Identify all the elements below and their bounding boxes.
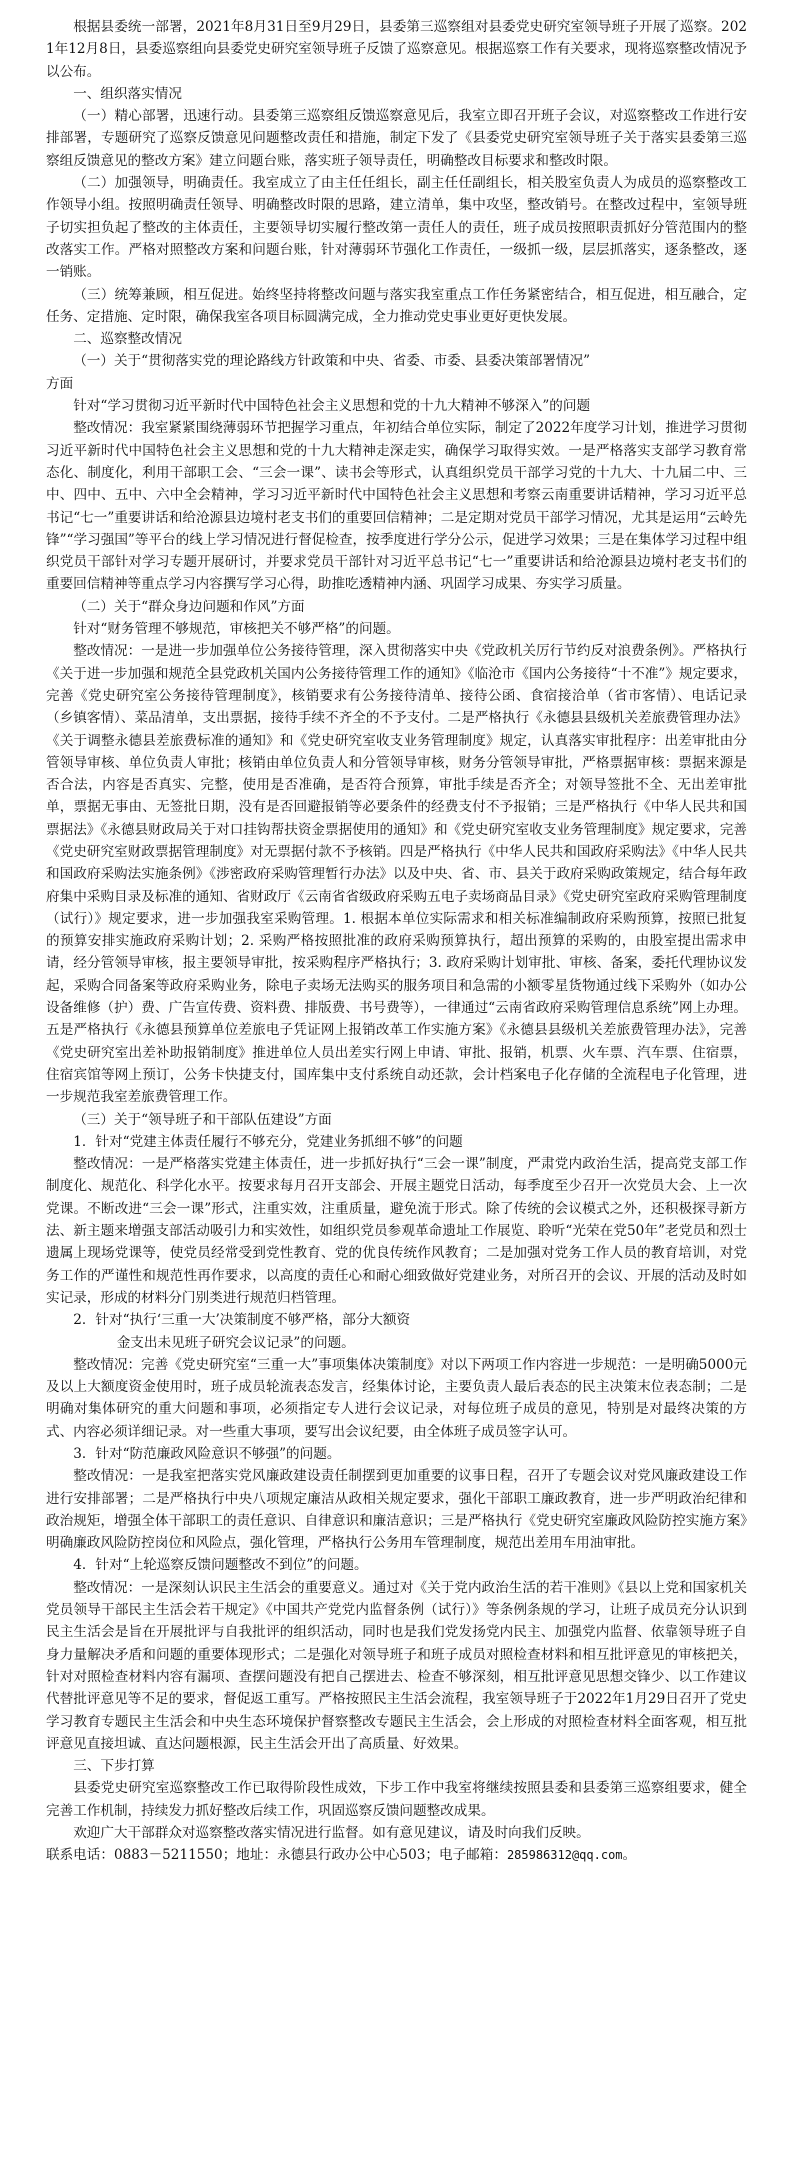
subsection-title: 2．针对“执行‘三重一大’决策制度不够严格，部分大额资: [73, 1312, 411, 1329]
section-heading: 三、下步打算: [73, 1758, 155, 1775]
body-paragraph: 欢迎广大干部群众对巡察整改落实情况进行监督。如有意见建议，请及时向我们反映。: [73, 1825, 590, 1842]
body-paragraph: （二）加强领导，明确责任。我室成立了由主任任组长，副主任任副组长，相关股室负责人为成员的巡察整改工作领导小组。按照明确责任领导、明确整改时限的思路，建立清单，集中攻坚，整改销号。在整改过程中，室领导班子切实担负起了整改的主体责任，主要领导切实履行整改第一责任人的责任，班子成员按照职责抓好分管范围内的整改落实工作。严格对照整改方案和问题台账，针对薄弱环节强化工作责任，一级抓一级，层层抓落实，逐条整改，逐一销账。: [46, 175, 747, 281]
contact-info: [46, 1844, 747, 1866]
subsection-title: 4．针对“上轮巡察反馈问题整改不到位”的问题。: [73, 1557, 368, 1574]
body-paragraph: 根据县委统一部署，2021年8月31日至9月29日，县委第三巡察组对县委党史研究室领导班子开展了巡察。2021年12月8日，县委巡察组向县委党史研究室领导班子反馈了巡察意见。根据巡察工作有关要求，现将巡察整改情况予以公布。: [46, 19, 747, 80]
section-heading: 二、巡察整改情况: [73, 331, 182, 348]
subsection-title: 方面: [46, 375, 74, 392]
subsection-title: 针对“财务管理不够规范，审核把关不够严格”的问题。: [73, 621, 400, 638]
subsection-title: 3．针对“防范廉政风险意识不够强”的问题。: [73, 1446, 341, 1462]
body-paragraph: 整改情况：完善《党史研究室“三重一大”事项集体决策制度》对以下两项工作内容进一步规范：一是明确5000元及以上大额度资金使用时，班子成员轮流表态发言，经集体讨论，主要负责人最后表态的民主决策末位表态制；二是明确对集体研究的重大问题和事项，必须指定专人进行会议记录，对每位班子成员的意见，特别是对最终决策的方式、内容必须详细记录。对一些重大事项，要写出会议纪要，由全体班子成员签字认可。: [46, 1356, 747, 1440]
body-paragraph: 整改情况：一是深刻认识民主生活会的重要意义。通过对《关于党内政治生活的若干准则》《县以上党和国家机关党员领导干部民主生活会若干规定》《中国共产党党内监督条例（试行）》等条例条规的学习，让班子成员充分认识到民主生活会是旨在开展批评与自我批评的组织活动，同时也是我们党发扬党内民主、加强党内监督、依靠领导班子自身力量解决矛盾和问题的重要体现形式；二是强化对领导班子和班子成员对照检查材料和相互批评意见的审核把关，针对对照检查材料内容有漏项、查摆问题没有把自己摆进去、检查不够深刻，相互批评意见思想交锋少、以工作建议代替批评意见等不足的要求，督促返工重写。严格按照民主生活会流程，我室领导班子于2022年1月29日召开了党史学习教育专题民主生活会和中央生态环境保护督察整改专题民主生活会，会上形成的对照检查材料全面客观，相互批评意见直接坦诚、直达问题根源，民主生活会开出了高质量、好效果。: [46, 1579, 747, 1752]
body-paragraph: （三）统筹兼顾，相互促进。始终坚持将整改问题与落实我室重点工作任务紧密结合，相互促进，相互融合，定任务、定措施、定时限，确保我室各项目标圆满完成，全力推动党史事业更好更快发展。: [46, 286, 747, 325]
body-paragraph: 整改情况：我室紧紧围绕薄弱环节把握学习重点，年初结合单位实际，制定了2022年度学习计划，推进学习贯彻习近平新时代中国特色社会主义思想和党的十九大精神走深走实，确保学习取得实效。一是严格落实支部学习教育常态化、制度化，利用干部职工会、“三会一课”、读书会等形式，认真组织党员干部学习党的十九大、十九届二中、三中、四中、五中、六中全会精神，学习习近平新时代中国特色社会主义思想和考察云南重要讲话精神，学习习近平总书记“七一”重要讲话和给沧源县边境村老支书们的重要回信精神；二是定期对党员干部学习情况，尤其是运用“云岭先锋”“学习强国”等平台的线上学习情况进行督促检查，按季度进行学分公示，促进学习效果；三是在集体学习过程中组织党员干部针对学习专题开展研讨，并要求党员干部针对习近平总书记“七一”重要讲话和给沧源县边境村老支书们的重要回信精神等重点学习内容撰写学习心得，助推吃透精神内涵、巩固学习成果、夯实学习质量。: [46, 420, 747, 593]
subsection-title: 针对“学习贯彻习近平新时代中国特色社会主义思想和党的十九大精神不够深入”的问题: [73, 398, 591, 415]
document-body: [46, 16, 747, 1844]
body-paragraph: 整改情况：一是进一步加强单位公务接待管理，深入贯彻落实中央《党政机关厉行节约反对浪费条例》。严格执行《关于进一步加强和规范全县党政机关国内公务接待管理工作的通知》《临沧市《国内公务接待“十不准”》规定要求，完善《党史研究室公务接待管理制度》，核销要求有公务接待清单、接待公函、食宿接洽单（省市客情）、电话记录（乡镇客情）、菜品清单，支出票据，接待手续不齐全的不予支付。二是严格执行《永德县县级机关差旅费管理办法》《关于调整永德县差旅费标准的通知》和《党史研究室收支业务管理制度》规定，认真落实审批程序：出差审批由分管领导审核、单位负责人审批；核销由单位负责人和分管领导审核，财务分管领导审批，严格票据审核：票据来源是否合法，内容是否真实、完整，使用是否准确，是否符合预算，审批手续是否齐全；对领导签批不全、无出差审批单，票据无事由、无签批日期，没有是否回避报销等必要条件的经费支付不予报销；三是严格执行《中华人民共和国票据法》《永德县财政局关于对口挂钩帮扶资金票据使用的通知》和《党史研究室收支业务管理制度》规定要求，完善《党史研究室财政票据管理制度》对无票据付款不予核销。四是严格执行《中华人民共和国政府采购法》《中华人民共和国政府采购法实施条例》《涉密政府采购管理暂行办法》以及中央、省、市、县关于政府采购政策规定，结合每年政府集中采购目录及标准的通知、省财政厅《云南省省级政府采购五电子卖场商品目录》《党史研究室政府采购管理制度（试行）》规定要求，进一步加强我室采购管理。1. 根据本单位实际需求和相关标准编制政府采购预算，按照已批复的预算安排实施政府采购计划；2. 采购严格按照批准的政府采购预算执行，超出预算的采购的，由股室提出需求申请，经分管领导审核，报主要领导审批，按采购程序严格执行；3. 政府采购计划审批、审核、备案，委托代理协议发起，采购合同备案等政府采购业务，除电子卖场无法购买的服务项目和急需的小额零星货物通过线下采购外（如办公设备维修（护）费、广告宣传费、资料费、排版费、书号费等），一律通过“云南省政府采购管理信息系统”网上办理。五是严格执行《永德县预算单位差旅电子凭证网上报销改革工作实施方案》《永德县县级机关差旅费管理办法》，完善《党史研究室出差补助报销制度》推进单位人员出差实行网上申请、审批、报销，机票、火车票、汽车票、住宿票，住宿宾馆等网上预订，公务卡快捷支付，国库集中支付系统自动还款，会计档案电子化存储的全流程电子化管理，进一步规范我室差旅费管理工作。: [46, 643, 747, 1106]
body-paragraph: 整改情况：一是严格落实党建主体责任，进一步抓好执行“三会一课”制度，严肃党内政治生活，提高党支部工作制度化、规范化、科学化水平。按要求每月召开支部会、开展主题党日活动，每季度至少召开一次党员大会、上一次党课。不断改进“三会一课”形式，注重实效，注重质量，避免流于形式。除了传统的会议模式之外，还积极探寻新方法、新主题来增强支部活动吸引力和实效性，如组织党员参观革命遗址工作展览、聆听“光荣在党50年”老党员和烈士遗属上现场党课等，使党员经常受到党性教育、党的优良传统作风教育；二是加强对党务工作人员的教育培训，对党务工作的严谨性和规范性再作要求，以高度的责任心和耐心细致做好党建业务，对所召开的会议、开展的活动及时如实记录，形成的材料分门别类进行规范归档管理。: [46, 1156, 747, 1306]
contact-suffix: 。: [622, 1847, 637, 1864]
subsection-title: （一）关于“贯彻落实党的理论路线方针政策和中央、省委、市委、县委决策部署情况”: [73, 353, 591, 370]
subsection-title: （三）关于“领导班子和干部队伍建设”方面: [73, 1111, 332, 1128]
subsection-title: （二）关于“群众身边问题和作风”方面: [73, 598, 305, 615]
body-paragraph: 县委党史研究室巡察整改工作已取得阶段性成效，下步工作中我室将继续按照县委和县委第三巡察组要求，健全完善工作机制，持续发力抓好整改后续工作，巩固巡察反馈问题整改成果。: [46, 1780, 747, 1819]
subsection-title: 1．针对“党建主体责任履行不够充分，党建业务抓细不够”的问题: [73, 1133, 463, 1150]
body-paragraph: 整改情况：一是我室把落实党风廉政建设责任制摆到更加重要的议事日程，召开了专题会议对党风廉政建设工作进行安排部署；二是严格执行中央八项规定廉洁从政相关规定要求，强化干部职工廉政教育，进一步严明政治纪律和政治规矩，增强全体干部职工的责任意识、自律意识和廉洁意识；三是严格执行《党史研究室廉政风险防控实施方案》明确廉政风险防控岗位和风险点，强化管理，严格执行公务用车管理制度，规范出差用车用油审批。: [46, 1468, 747, 1552]
subsection-title: 金支出未见班子研究会议记录”的问题。: [116, 1334, 355, 1351]
body-paragraph: （一）精心部署，迅速行动。县委第三巡察组反馈巡察意见后，我室立即召开班子会议，对巡察整改工作进行安排部署，专题研究了巡察反馈意见问题整改责任和措施，制定下发了《县委党史研究室领导班子关于落实县委第三巡察组反馈意见的整改方案》建立问题台账，落实班子领导责任，明确整改目标要求和整改时限。: [46, 108, 747, 169]
contact-email: 285986312@qq.com: [506, 1848, 623, 1863]
contact-prefix: 联系电话：0883－5211550；地址：永德县行政办公中心503；电子邮箱：: [46, 1847, 507, 1864]
section-heading: 一、组织落实情况: [73, 85, 182, 102]
